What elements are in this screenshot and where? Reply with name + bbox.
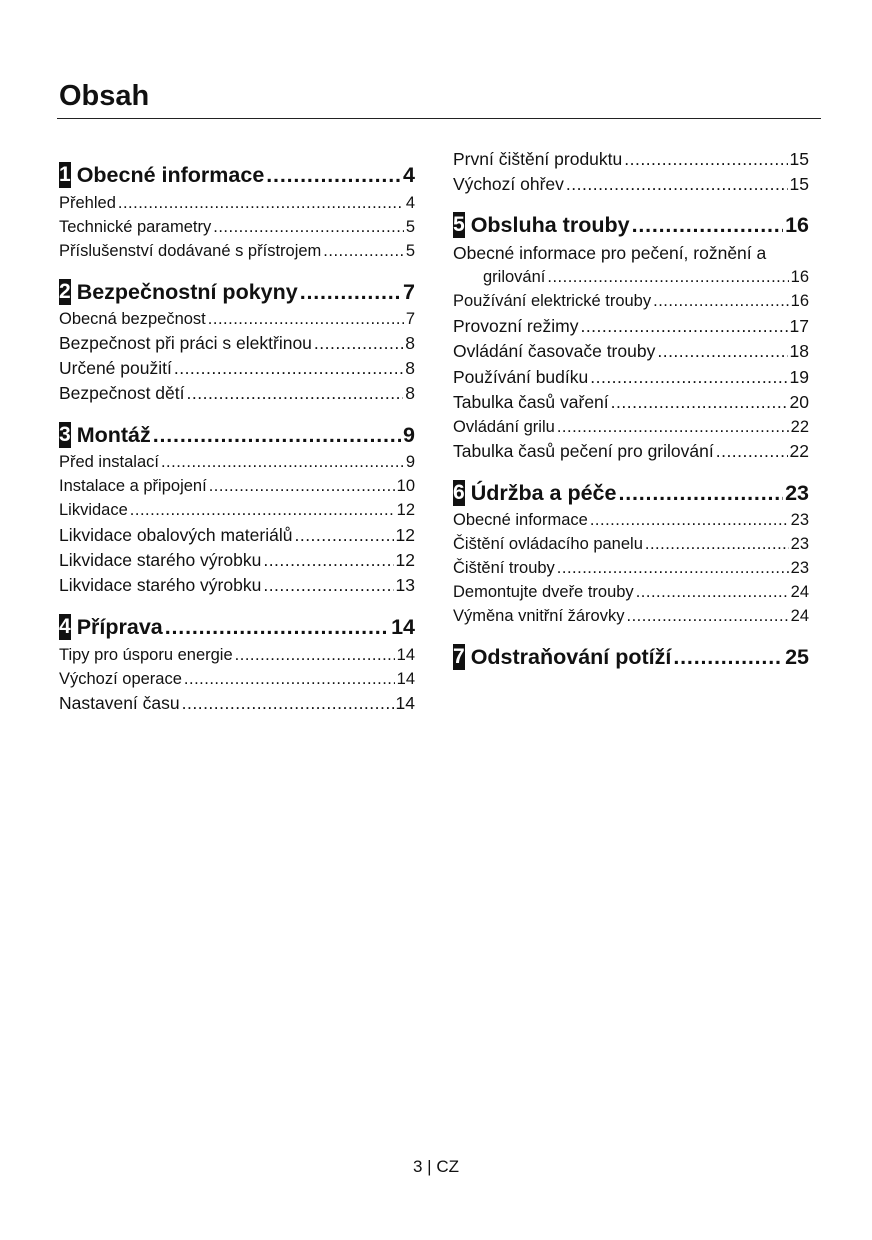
toc-section-5[interactable] — [453, 211, 809, 239]
toc-section-7[interactable] — [453, 643, 809, 671]
toc-entry[interactable] — [453, 580, 809, 604]
entry-label: Obecné informace — [453, 511, 588, 529]
toc-entry[interactable] — [59, 667, 415, 691]
entry-page-number: 8 — [405, 383, 415, 403]
dot-leader — [314, 331, 403, 355]
section-title: Montáž — [76, 423, 151, 447]
entry-page-number: 16 — [790, 292, 809, 310]
entry-page-number: 7 — [405, 310, 415, 328]
entry-page-number: 19 — [789, 367, 809, 387]
entry-label: Výchozí operace — [59, 670, 182, 688]
dot-leader — [590, 508, 789, 532]
entry-label: Likvidace — [59, 501, 128, 519]
toc-entry[interactable] — [59, 548, 415, 572]
entry-label: Určené použití — [59, 358, 172, 378]
section-title: Příprava — [76, 615, 163, 639]
section-page-number: 9 — [403, 423, 415, 447]
entry-label: Bezpečnost dětí — [59, 383, 185, 403]
section-page-number: 7 — [403, 280, 415, 304]
section-number-badge: 6 — [453, 481, 465, 504]
dot-leader — [174, 356, 403, 380]
entry-page-number: 10 — [396, 477, 415, 495]
entry-label: Obecná bezpečnost — [59, 310, 206, 328]
dot-leader — [130, 498, 395, 522]
entry-page-number: 15 — [789, 149, 809, 169]
dot-leader — [716, 439, 788, 463]
toc-entry[interactable] — [59, 474, 415, 498]
dot-leader — [323, 239, 404, 263]
entry-page-number: 13 — [395, 575, 415, 595]
toc-entry[interactable] — [453, 508, 809, 532]
entry-label: Čištění ovládacího panelu — [453, 535, 643, 553]
dot-leader — [263, 573, 393, 597]
toc-entry[interactable] — [59, 307, 415, 331]
toc-entry[interactable] — [453, 604, 809, 628]
entry-label: První čištění produktu — [453, 149, 623, 169]
entry-page-number: 15 — [789, 174, 809, 194]
toc-entry[interactable] — [453, 339, 809, 363]
entry-page-number: 9 — [405, 453, 415, 471]
entry-page-number: 5 — [405, 242, 415, 260]
entry-page-number: 8 — [405, 358, 415, 378]
entry-label: Ovládání grilu — [453, 418, 555, 436]
entry-label: Přehled — [59, 194, 116, 212]
section-number-badge: 7 — [453, 645, 465, 668]
dot-leader — [213, 215, 404, 239]
page-footer: 3 | CZ — [413, 1157, 459, 1176]
toc-entry[interactable] — [59, 215, 415, 239]
entry-label: Nastavení času — [59, 693, 180, 713]
toc-entry[interactable] — [453, 365, 809, 389]
dot-leader — [624, 147, 787, 171]
dot-leader — [235, 643, 395, 667]
toc-entry[interactable] — [453, 556, 809, 580]
toc-section-4[interactable] — [59, 613, 415, 641]
entry-page-number: 17 — [789, 316, 809, 336]
toc-entry[interactable] — [453, 532, 809, 556]
section-title: Údržba a péče — [470, 481, 617, 505]
entry-label: Likvidace starého výrobku — [59, 550, 262, 570]
entry-label: Bezpečnost při práci s elektřinou — [59, 333, 312, 353]
title-divider — [57, 118, 821, 119]
toc-entry[interactable] — [59, 356, 415, 380]
toc-entry[interactable] — [453, 289, 809, 313]
toc-entry[interactable] — [59, 239, 415, 263]
section-title: Obsluha trouby — [470, 213, 630, 237]
dot-leader — [300, 278, 401, 306]
entry-label: Používání elektrické trouby — [453, 292, 652, 310]
toc-entry[interactable] — [59, 450, 415, 474]
dot-leader — [184, 667, 395, 691]
entry-page-number: 22 — [789, 441, 809, 461]
toc-entry[interactable] — [59, 523, 415, 547]
toc-entry[interactable] — [59, 191, 415, 215]
section-page-number: 23 — [785, 481, 809, 505]
toc-entry[interactable] — [453, 439, 809, 463]
page-title: Obsah — [59, 80, 150, 112]
dot-leader — [632, 211, 784, 239]
entry-page-number: 23 — [790, 511, 809, 529]
entry-label: Provozní režimy — [453, 316, 579, 336]
dot-leader — [209, 474, 395, 498]
toc-entry[interactable] — [453, 314, 809, 338]
toc-section-1[interactable] — [59, 161, 415, 189]
entry-page-number: 23 — [790, 559, 809, 577]
dot-leader — [263, 548, 393, 572]
entry-label: Používání budíku — [453, 367, 589, 387]
entry-label: grilování — [483, 268, 546, 286]
entry-page-number: 12 — [395, 525, 415, 545]
dot-leader — [208, 307, 404, 331]
entry-label: Před instalací — [59, 453, 159, 471]
toc-entry[interactable] — [59, 643, 415, 667]
section-number-badge: 5 — [453, 213, 465, 236]
entry-page-number: 24 — [790, 607, 809, 625]
section-number-badge: 2 — [59, 280, 71, 303]
entry-page-number: 12 — [396, 501, 415, 519]
section-title: Bezpečnostní pokyny — [76, 280, 298, 304]
entry-label: Technické parametry — [59, 218, 212, 236]
entry-page-number: 16 — [790, 268, 809, 286]
dot-leader — [566, 172, 788, 196]
dot-leader — [557, 556, 789, 580]
dot-leader — [557, 415, 789, 439]
toc-entry-wrapped-line2[interactable] — [453, 265, 809, 289]
dot-leader — [626, 604, 788, 628]
dot-leader — [187, 381, 404, 405]
entry-page-number: 22 — [790, 418, 809, 436]
dot-leader — [153, 421, 401, 449]
toc-entry[interactable] — [59, 573, 415, 597]
toc-entry[interactable] — [453, 172, 809, 196]
entry-page-number: 4 — [405, 194, 415, 212]
section-number-badge: 3 — [59, 423, 71, 446]
section-page-number: 14 — [391, 615, 415, 639]
entry-label: Tabulka časů pečení pro grilování — [453, 441, 714, 461]
entry-label: Ovládání časovače trouby — [453, 341, 656, 361]
entry-label: Čištění trouby — [453, 559, 555, 577]
toc-entry[interactable] — [59, 331, 415, 355]
toc-entry[interactable] — [59, 498, 415, 522]
dot-leader — [580, 314, 787, 338]
dot-leader — [547, 265, 788, 289]
section-number-badge: 1 — [59, 163, 71, 186]
entry-page-number: 12 — [395, 550, 415, 570]
entry-page-number: 8 — [405, 333, 415, 353]
dot-leader — [611, 390, 788, 414]
dot-leader — [294, 523, 393, 547]
toc-entry[interactable] — [453, 390, 809, 414]
entry-page-number: 14 — [396, 670, 415, 688]
entry-label: Likvidace starého výrobku — [59, 575, 262, 595]
section-page-number: 4 — [403, 163, 415, 187]
toc-section-2[interactable] — [59, 278, 415, 306]
toc-entry-wrapped-line1[interactable]: Obecné informace pro pečení, rožnění a — [453, 243, 767, 263]
section-title: Odstraňování potíží — [470, 645, 672, 669]
dot-leader — [673, 643, 783, 671]
entry-page-number: 20 — [789, 392, 809, 412]
dot-leader — [165, 613, 389, 641]
dot-leader — [266, 161, 401, 189]
section-page-number: 16 — [785, 213, 809, 237]
dot-leader — [645, 532, 789, 556]
dot-leader — [657, 339, 787, 363]
toc-entry[interactable] — [59, 691, 415, 715]
toc-section-6[interactable] — [453, 479, 809, 507]
entry-page-number: 18 — [789, 341, 809, 361]
entry-page-number: 14 — [395, 693, 415, 713]
entry-label: Instalace a připojení — [59, 477, 207, 495]
toc-entry[interactable] — [59, 381, 415, 405]
toc-section-3[interactable] — [59, 421, 415, 449]
section-page-number: 25 — [785, 645, 809, 669]
dot-leader — [636, 580, 789, 604]
dot-leader — [653, 289, 789, 313]
section-title: Obecné informace — [76, 163, 265, 187]
entry-label: Likvidace obalových materiálů — [59, 525, 293, 545]
entry-page-number: 24 — [790, 583, 809, 601]
entry-page-number: 14 — [396, 646, 415, 664]
entry-label: Výměna vnitřní žárovky — [453, 607, 625, 625]
toc-entry[interactable] — [453, 147, 809, 171]
entry-label: Příslušenství dodávané s přístrojem — [59, 242, 322, 260]
entry-label: Demontujte dveře trouby — [453, 583, 634, 601]
entry-label: Tabulka časů vaření — [453, 392, 609, 412]
dot-leader — [118, 191, 404, 215]
dot-leader — [182, 691, 394, 715]
dot-leader — [590, 365, 787, 389]
dot-leader — [161, 450, 404, 474]
entry-page-number: 5 — [405, 218, 415, 236]
entry-label: Tipy pro úsporu energie — [59, 646, 233, 664]
entry-page-number: 23 — [790, 535, 809, 553]
toc-entry[interactable] — [453, 415, 809, 439]
dot-leader — [618, 479, 783, 507]
section-number-badge: 4 — [59, 615, 71, 638]
entry-label: Výchozí ohřev — [453, 174, 564, 194]
